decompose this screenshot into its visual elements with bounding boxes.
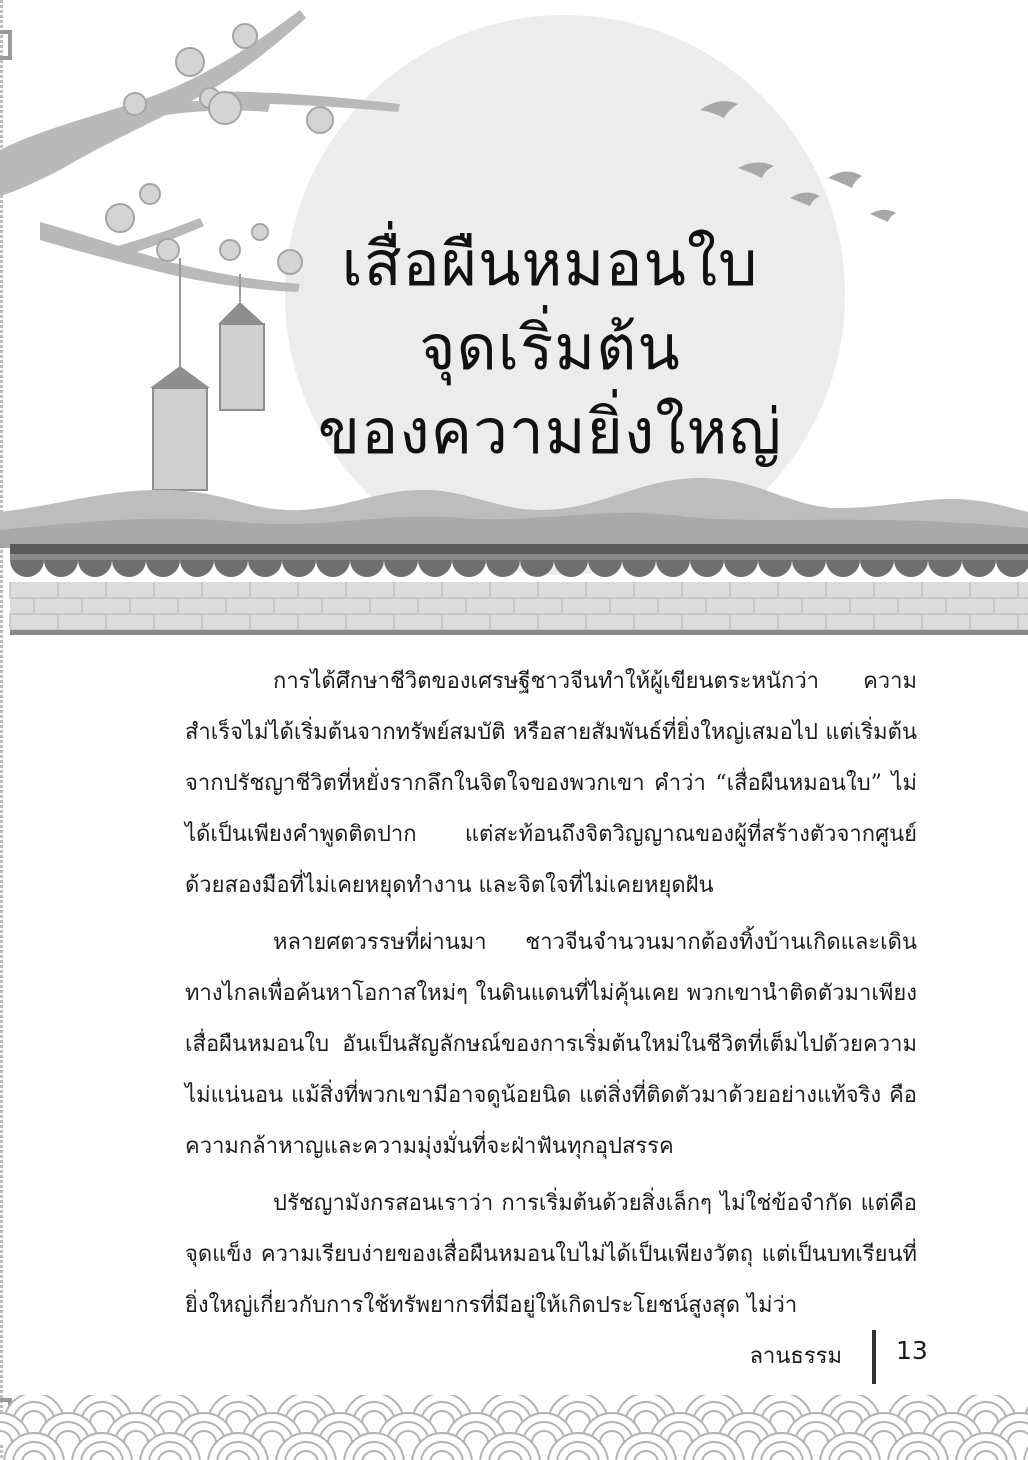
blossom-shape xyxy=(106,204,134,232)
roof-tile-shape xyxy=(962,560,996,577)
roof-tile-shape xyxy=(656,560,690,577)
roof-tile-shape xyxy=(928,560,962,577)
roof-tile-shape xyxy=(316,560,350,577)
roof-tile-shape xyxy=(486,560,520,577)
title-line: เสื่อผืนหมอนใบ xyxy=(341,227,759,300)
roof-tile-shape xyxy=(214,560,248,577)
paragraph: การได้ศึกษาชีวิตของเศรษฐีชาวจีนทำให้ผู้เขียนตระหนักว่า ความสำเร็จไม่ได้เริ่มต้นจากทรัพย์สมบัติ หรือสายสัมพันธ์ที่ยิ่งใหญ่เสมอไป แต่เริ่มต้นจากปรัชญาชีวิตที่หยั่งรากลึกในจิตใจของพวกเขา คำว่า “เสื่อผืนหมอนใบ” ไม่ได้เป็นเพียงคำพูดติดปาก แต่สะท้อนถึงจิตวิญญาณของผู้ที่สร้างตัวจากศูนย์ ด้วยสองมือที่ไม่เคยหยุดทำงาน และจิตใจที่ไม่เคยหยุดฝัน xyxy=(185,669,917,898)
lantern-top-shape xyxy=(218,302,264,324)
page-footer xyxy=(749,1330,960,1386)
roof-tile-shape xyxy=(78,560,112,577)
title-line: จุดเริ่มต้น xyxy=(419,311,681,384)
blossom-shape xyxy=(157,239,179,261)
blossom-shape xyxy=(209,92,241,124)
wall-roof-shape xyxy=(10,544,1028,554)
roof-tile-shape xyxy=(996,560,1028,577)
roof-tile-shape xyxy=(418,560,452,577)
blossom-shape xyxy=(252,224,268,240)
publication-name: ลานธรรม xyxy=(749,1344,842,1369)
roof-tile-shape xyxy=(826,560,860,577)
roof-tile-shape xyxy=(248,560,282,577)
blossom-shape xyxy=(124,93,146,115)
roof-tile-shape xyxy=(112,560,146,577)
roof-tile-shape xyxy=(350,560,384,577)
wall-base-shape xyxy=(10,630,1028,635)
blossom-shape xyxy=(278,250,302,274)
blossom-shape xyxy=(220,240,240,260)
roof-tile-shape xyxy=(894,560,928,577)
lantern-top-shape xyxy=(150,366,210,388)
paragraph: ปรัชญามังกรสอนเราว่า การเริ่มต้นด้วยสิ่งเล็กๆ ไม่ใช่ข้อจำกัด แต่คือจุดแข็ง ความเรียบง่ายของเสื่อผืนหมอนใบไม่ได้เป็นเพียงวัตถุ แต่เป็นบทเรียนที่ยิ่งใหญ่เกี่ยวกับการใช้ทรัพยากรที่มีอยู่ให้เกิดประโยชน์สูงสุด ไม่ว่า xyxy=(185,1191,917,1318)
lantern-shape xyxy=(220,324,264,410)
blossom-shape xyxy=(140,184,160,204)
lantern-group xyxy=(150,258,264,490)
roof-tile-shape xyxy=(10,560,44,577)
page-number: 13 xyxy=(896,1336,928,1365)
roof-tile-shape xyxy=(690,560,724,577)
body-text xyxy=(185,656,917,1337)
blossom-shape xyxy=(233,24,257,48)
blossom-shape xyxy=(176,48,204,76)
wall-roof-shape xyxy=(10,554,1028,560)
blossom-shape xyxy=(307,107,333,133)
title-line: ของความยิ่งใหญ่ xyxy=(317,395,783,468)
roof-tile-shape xyxy=(180,560,214,577)
lantern-shape xyxy=(153,388,207,490)
wave-pattern-band xyxy=(0,1395,1028,1460)
roof-tile-shape xyxy=(452,560,486,577)
roof-tile-shape xyxy=(622,560,656,577)
roof-tile-shape xyxy=(724,560,758,577)
roof-tile-shape xyxy=(44,560,78,577)
roof-tile-shape xyxy=(282,560,316,577)
roof-tile-shape xyxy=(758,560,792,577)
wall-body-shape xyxy=(10,582,1028,632)
roof-tile-shape xyxy=(792,560,826,577)
paragraph: หลายศตวรรษที่ผ่านมา ชาวจีนจำนวนมากต้องทิ้งบ้านเกิดและเดินทางไกลเพื่อค้นหาโอกาสใหม่ๆ ในดินแดนที่ไม่คุ้นเคย พวกเขานำติดตัวมาเพียงเสื่อผืนหมอนใบ อันเป็นสัญลักษณ์ของการเริ่มต้นใหม่ในชีวิตที่เต็มไปด้วยความไม่แน่นอน แม้สิ่งที่พวกเขามีอาจดูน้อยนิด แต่สิ่งที่ติดตัวมาด้วยอย่างแท้จริง คือความกล้าหาญและความมุ่งมั่นที่จะฝ่าฟันทุกอุปสรรค xyxy=(185,930,917,1159)
roof-tile-shape xyxy=(860,560,894,577)
footer-divider xyxy=(872,1330,876,1384)
roof-tile-shape xyxy=(588,560,622,577)
roof-tile-shape xyxy=(146,560,180,577)
title-block xyxy=(300,222,800,474)
bird-shape xyxy=(828,171,862,188)
roof-tile-shape xyxy=(384,560,418,577)
bird-shape xyxy=(870,210,896,222)
